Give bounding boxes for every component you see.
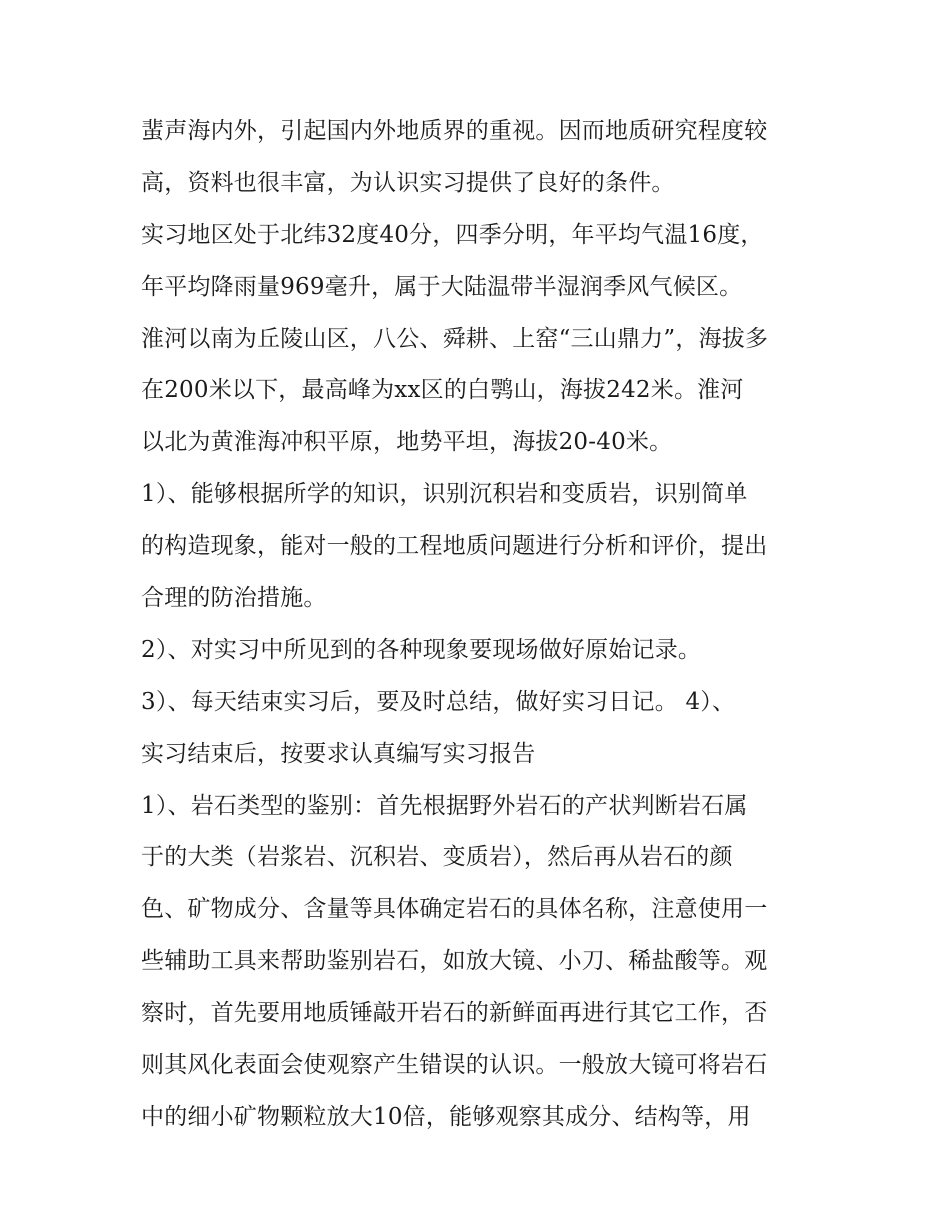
text-line: 2）、对实习中所见到的各种现象要现场做好原始记录。: [141, 636, 702, 663]
text-line: 实习结束后，按要求认真编写实习报告: [141, 740, 536, 767]
document-body: [141, 106, 821, 1144]
text-line: 些辅助工具来帮助鉴别岩石，如放大镜、小刀、稀盐酸等。观: [141, 948, 768, 975]
text-line: 年平均降雨量969毫升，属于大陆温带半湿润季风气候区。: [141, 273, 743, 300]
text-line: 1）、能够根据所学的知识，识别沉积岩和变质岩，识别简单: [141, 481, 748, 508]
text-line: 在200米以下，最高峰为xx区的白鹗山，海拔242米。淮河: [141, 377, 744, 404]
text-line: 合理的防治措施。: [141, 585, 327, 612]
text-line: 3）、每天结束实习后，要及时总结，做好实习日记。 4）、: [141, 688, 736, 715]
text-line: 中的细小矿物颗粒放大10倍，能够观察其成分、结构等，用: [141, 1103, 751, 1130]
text-line: 蜚声海内外，引起国内外地质界的重视。因而地质研究程度较: [141, 118, 768, 144]
text-line: 色、矿物成分、含量等具体确定岩石的具体名称，注意使用一: [141, 896, 768, 923]
text-line: 察时，首先要用地质锤敲开岩石的新鲜面再进行其它工作，否: [141, 1000, 768, 1027]
text-line: 高，资料也很丰富，为认识实习提供了良好的条件。: [141, 169, 675, 196]
text-line: 以北为黄淮海冲积平原，地势平坦，海拔20-40米。: [141, 429, 673, 456]
text-line: 实习地区处于北纬32度40分，四季分明，年平均气温16度，: [141, 221, 764, 248]
text-line: 1）、岩石类型的鉴别：首先根据野外岩石的产状判断岩石属: [141, 792, 748, 819]
text-line: 于的大类（岩浆岩、沉积岩、变质岩），然后再从岩石的颜: [141, 844, 733, 871]
text-line: 则其风化表面会使观察产生错误的认识。一般放大镜可将岩石: [141, 1052, 768, 1079]
text-line: 的构造现象，能对一般的工程地质问题进行分析和评价，提出: [141, 533, 768, 560]
text-line: 淮河以南为丘陵山区，八公、舜耕、上窑“三山鼎力”，海拔多: [141, 325, 769, 352]
